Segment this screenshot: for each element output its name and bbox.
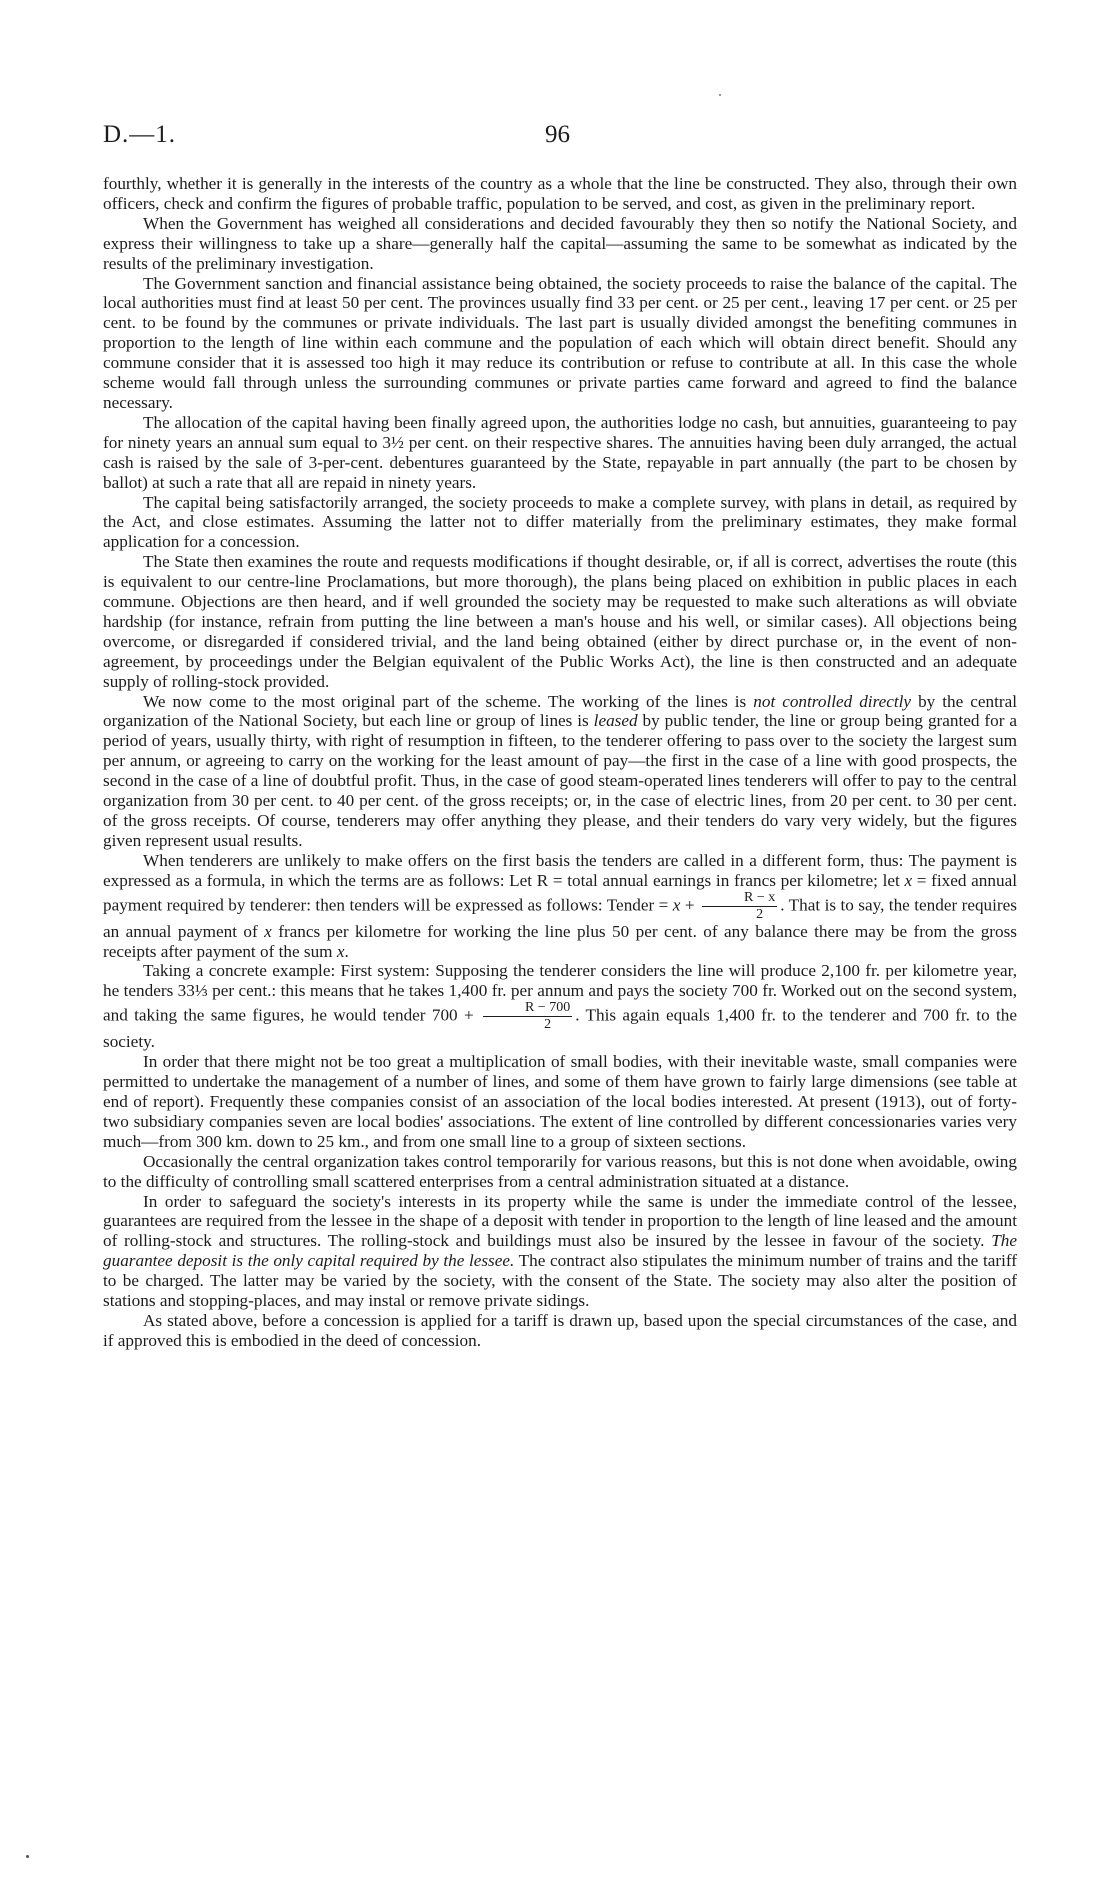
paragraph-9 xyxy=(103,961,1017,1052)
paragraph-6: The State then examines the route and requests modifications if thought desirable, or, if all is correct, advertises the route (this is equivalent to our centre-line Proclamations, but more thorough), the plans being placed on exhibition in public places in each commune. Objections are then heard, and if well grounded the society may be requested to make such alterations as will obviate hardship (for instance, refrain from putting the line between a man's house and his well, or similar cases). All objections being overcome, or disregarded if considered trivial, and the land being obtained (either by direct purchase or, in the event of non-agreement, by proceedings under the Belgian equivalent of the Public Works Act), the line is then constructed and an adequate supply of rolling-stock provided. xyxy=(103,552,1017,691)
text-run: We now come to the most original part of the scheme. The working of the lines is xyxy=(143,691,754,711)
text-run: In order to safeguard the society's interests in its property while the same is under the immediate control of the lessee, guarantees are required from the lessee in the shape of a deposit with tender in proportion to the length of line leased and the amount of rolling-stock and structures. The rolling-stock and buildings must also be insured by the lessee in favour of the society. xyxy=(103,1191,1017,1251)
text-run: francs per kilometre for working the line plus 50 per cent. of any balance there may be from the gross receipts after payment of the sum xyxy=(103,921,1017,961)
body-text xyxy=(103,174,1017,1351)
variable-x: x xyxy=(264,921,272,941)
section-reference: D.—1. xyxy=(103,121,177,148)
paragraph-5: The capital being satisfactorily arranged, the society proceeds to make a complete survey, with plans in detail, as required by the Act, and close estimates. Assuming the latter not to differ materially from the preliminary estimates, they make formal application for a concession. xyxy=(103,492,1017,552)
variable-x: x xyxy=(672,895,681,915)
italic-phrase: leased xyxy=(593,711,638,731)
paragraph-7 xyxy=(103,692,1017,851)
text-run: The contract also stipulates the minimum number of trains and the tariff to be charged. The latter may be varied by the society, with the consent of the State. The society may also alter the position of stations and stopping-places, and may instal or remove private sidings. xyxy=(103,1251,1017,1311)
text-run: + xyxy=(680,895,699,915)
tender-formula-fraction xyxy=(702,891,777,922)
fraction-denominator: 2 xyxy=(756,906,764,922)
text-run: by the central organization of the National Society, but each line or group of lines is xyxy=(103,691,1017,731)
text-run: . That is to say, the tender requires an annual payment of xyxy=(103,895,1017,941)
text-run: Taking a concrete example: First system: Supposing the tenderer considers the line will produce 2,100 fr. per kilometre year, he tenders 33⅓ per cent.: this means that he takes 1,400 fr. per annum and pays the society 700 fr. Worked out on the second system, and taking the same figures, he would tender 700 + xyxy=(103,961,1017,1025)
paragraph-11: Occasionally the central organization takes control temporarily for various reasons, but this is not done when avoidable, owing to the difficulty of controlling small scattered enterprises from a central administration situated at a distance. xyxy=(103,1151,1017,1191)
text-run: When tenderers are unlikely to make offers on the first basis the tenders are called in a different form, thus: The payment is expressed as a formula, in which the terms are as follows: Let R = total annual earnings in francs per kilometre; let xyxy=(103,850,1017,890)
text-run: . xyxy=(344,941,349,961)
text-run: by public tender, the line or group being granted for a period of years, usually thirty, with right of resumption in fifteen, to the tenderer offering to pass over to the society the largest sum per annum, or agreeing to carry on the working for the least amount of pay—the first in the case of a line with good prospects, the second in the case of a line of doubtful profit. Thus, in the case of good steam-operated lines tenderers will offer to pay to the central organization from 30 per cent. to 40 per cent. of the gross receipts; or, in the case of electric lines, from 20 per cent. to 30 per cent. of the gross receipts. Of course, tenderers may offer anything they please, and their tenders do vary very widely, but the figures given represent usual results. xyxy=(103,711,1017,850)
variable-x: x xyxy=(336,941,345,961)
paragraph-1: fourthly, whether it is generally in the interests of the country as a whole that the line be constructed. They also, through their own officers, check and confirm the figures of probable traffic, population to be served, and cost, as given in the preliminary report. xyxy=(103,174,1017,213)
text-run: . This again equals 1,400 fr. to the tenderer and 700 fr. to the society. xyxy=(103,1005,1017,1052)
italic-phrase: The guarantee deposit is the only capital required by the lessee. xyxy=(103,1231,1017,1271)
fraction-denominator: 2 xyxy=(544,1017,552,1033)
fraction-numerator: R − 700 xyxy=(483,1001,572,1017)
paragraph-12 xyxy=(103,1192,1017,1311)
paragraph-4: The allocation of the capital having been finally agreed upon, the authorities lodge no cash, but annuities, guaranteeing to pay for ninety years an annual sum equal to 3½ per cent. on their respective shares. The annuities having been duly arranged, the actual cash is raised by the sale of 3-per-cent. debentures guaranteed by the State, repayable in part annually (the part to be chosen by ballot) at such a rate that all are repaid in ninety years. xyxy=(103,412,1017,492)
scan-speck xyxy=(719,94,721,96)
paragraph-8 xyxy=(103,851,1017,962)
page-number: 96 xyxy=(545,121,570,148)
variable-x: x xyxy=(904,870,913,890)
paragraph-13: As stated above, before a concession is applied for a tariff is drawn up, based upon the special circumstances of the case, and if approved this is embodied in the deed of concession. xyxy=(103,1310,1017,1350)
text-run: = fixed annual payment required by tenderer: then tenders will be expressed as follows: Tender = xyxy=(103,870,1017,915)
scan-speck xyxy=(26,1855,29,1858)
paragraph-10: In order that there might not be too great a multiplication of small bodies, with their inevitable waste, small companies were permitted to undertake the management of a number of lines, and some of them have grown to fairly large dimensions (see table at end of report). Frequently these companies consist of an association of the local bodies interested. At present (1913), out of forty-two subsidiary companies seven are local bodies' associations. The extent of line controlled by different concessionaries varies very much—from 300 km. down to 25 km., and from one small line to a group of sixteen sections. xyxy=(103,1052,1017,1151)
paragraph-3: The Government sanction and financial assistance being obtained, the society proceeds to raise the balance of the capital. The local authorities must find at least 50 per cent. The provinces usually find 33 per cent. or 25 per cent., leaving 17 per cent. or 25 per cent. to be found by the communes or private individuals. The last part is usually divided amongst the benefiting communes in proportion to the length of line within each commune and the population of each which will obtain direct benefit. Should any commune consider that it is assessed too high it may reduce its contribution or refuse to contribute at all. In this case the whole scheme would fall through unless the surrounding communes or private parties came forward and agreed to find the balance necessary. xyxy=(103,273,1017,412)
fraction-numerator: R − x xyxy=(702,891,777,907)
italic-phrase: not controlled directly xyxy=(753,691,912,711)
example-formula-fraction xyxy=(483,1001,572,1032)
paragraph-2: When the Government has weighed all considerations and decided favourably they then so notify the National Society, and express their willingness to take up a share—generally half the capital—assuming the same to be somewhat as indicated by the results of the preliminary investigation. xyxy=(103,213,1017,273)
